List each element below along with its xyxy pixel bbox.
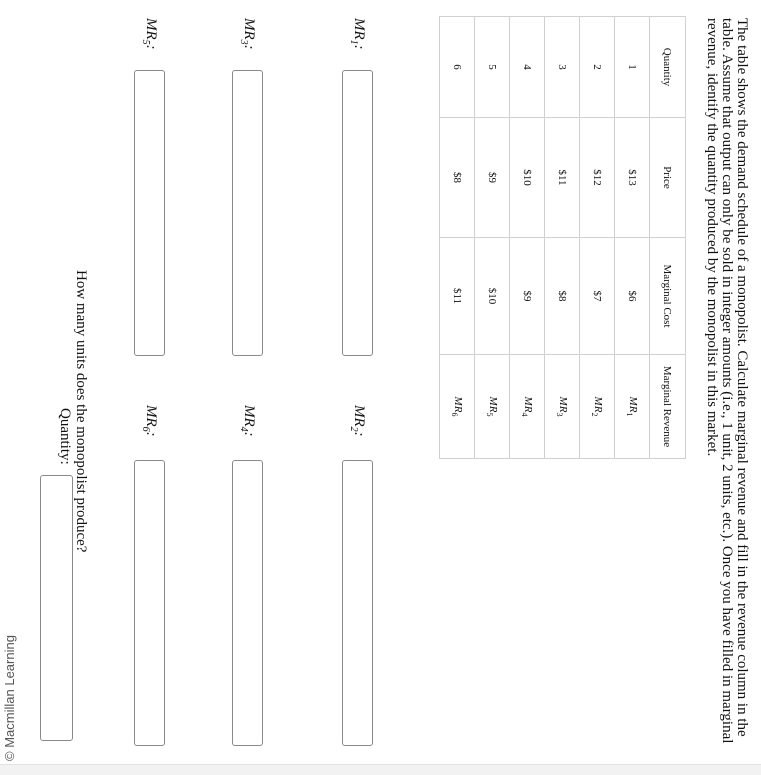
mr-label-colon: : <box>241 44 257 50</box>
cell-price: $8 <box>440 118 475 238</box>
mr-input-4[interactable] <box>232 460 263 746</box>
cell-marginal-revenue <box>475 355 510 459</box>
instructions-text: The table shows the demand schedule of a monopolist. Calculate marginal revenue and fill in the revenue column in the table. Assume that output can only be sold in integer amounts (i.e., 1 unit, 2 units, etc.). Once you have filled in marginal revenue, identify the quantity produced by the monopolist in this market. <box>704 18 750 744</box>
cell-quantity: 6 <box>440 17 475 118</box>
mr-label-subscript: 4 <box>238 426 249 432</box>
cell-marginal-revenue <box>440 355 475 459</box>
table-row <box>510 17 545 459</box>
copyright-notice: © Macmillan Learning <box>2 635 17 761</box>
table-row <box>580 17 615 459</box>
mr-label-subscript: 2 <box>348 426 359 432</box>
mr-subscript: 5 <box>484 412 494 417</box>
table-row <box>545 17 580 459</box>
mr-field-label <box>348 18 367 50</box>
mr-field-label <box>238 18 257 50</box>
mr-input-2[interactable] <box>342 460 373 746</box>
mr-symbol: MR <box>452 396 465 413</box>
mr-label-subscript: 6 <box>140 426 151 432</box>
mr-symbol: MR <box>627 396 640 413</box>
bottom-scroll-area[interactable] <box>0 764 761 775</box>
cell-quantity: 1 <box>615 17 650 118</box>
mr-subscript: 3 <box>554 412 564 417</box>
mr-label-colon: : <box>241 431 257 437</box>
header-quantity: Quantity <box>650 17 686 118</box>
mr-label-colon: : <box>143 44 159 50</box>
mr-label-text: MR <box>351 405 367 427</box>
mr-input-6[interactable] <box>134 460 165 746</box>
cell-quantity: 5 <box>475 17 510 118</box>
cell-price: $9 <box>475 118 510 238</box>
cell-quantity: 3 <box>545 17 580 118</box>
mr-label-subscript: 5 <box>140 39 151 45</box>
cell-price: $13 <box>615 118 650 238</box>
mr-subscript: 4 <box>519 412 529 417</box>
mr-label-subscript: 3 <box>238 39 249 45</box>
cell-marginal-cost: $7 <box>580 238 615 355</box>
mr-label-text: MR <box>241 18 257 40</box>
production-question: How many units does the monopolist produce? <box>73 270 89 553</box>
mr-field-label <box>238 405 257 437</box>
quantity-label: Quantity: <box>57 408 73 465</box>
mr-subscript: 2 <box>589 412 599 417</box>
mr-input-5[interactable] <box>134 70 165 356</box>
mr-label-subscript: 1 <box>348 39 359 45</box>
cell-marginal-revenue <box>615 355 650 459</box>
mr-field-label <box>140 18 159 50</box>
cell-quantity: 4 <box>510 17 545 118</box>
cell-marginal-cost: $11 <box>440 238 475 355</box>
cell-quantity: 2 <box>580 17 615 118</box>
mr-symbol: MR <box>522 396 535 413</box>
mr-symbol: MR <box>487 396 500 413</box>
demand-schedule-table <box>439 16 686 459</box>
table-row <box>475 17 510 459</box>
cell-price: $12 <box>580 118 615 238</box>
header-marginal-cost: Marginal Cost <box>650 238 686 355</box>
mr-label-text: MR <box>143 18 159 40</box>
mr-subscript: 6 <box>449 412 459 417</box>
table-body <box>440 17 650 459</box>
table-row <box>440 17 475 459</box>
cell-price: $11 <box>545 118 580 238</box>
cell-marginal-revenue <box>545 355 580 459</box>
cell-price: $10 <box>510 118 545 238</box>
quantity-input[interactable] <box>40 475 73 741</box>
cell-marginal-cost: $6 <box>615 238 650 355</box>
mr-label-colon: : <box>143 431 159 437</box>
mr-input-1[interactable] <box>342 70 373 356</box>
table-row <box>615 17 650 459</box>
mr-symbol: MR <box>557 396 570 413</box>
cell-marginal-cost: $9 <box>510 238 545 355</box>
header-price: Price <box>650 118 686 238</box>
mr-label-colon: : <box>351 44 367 50</box>
mr-label-colon: : <box>351 431 367 437</box>
mr-symbol: MR <box>592 396 605 413</box>
header-marginal-revenue: Marginal Revenue <box>650 355 686 459</box>
cell-marginal-cost: $8 <box>545 238 580 355</box>
mr-label-text: MR <box>241 405 257 427</box>
cell-marginal-revenue <box>510 355 545 459</box>
mr-field-label <box>140 405 159 437</box>
table-header-row <box>650 17 686 459</box>
mr-label-text: MR <box>351 18 367 40</box>
mr-field-label <box>348 405 367 437</box>
cell-marginal-revenue <box>580 355 615 459</box>
mr-input-3[interactable] <box>232 70 263 356</box>
cell-marginal-cost: $10 <box>475 238 510 355</box>
mr-subscript: 1 <box>624 412 634 417</box>
mr-label-text: MR <box>143 405 159 427</box>
